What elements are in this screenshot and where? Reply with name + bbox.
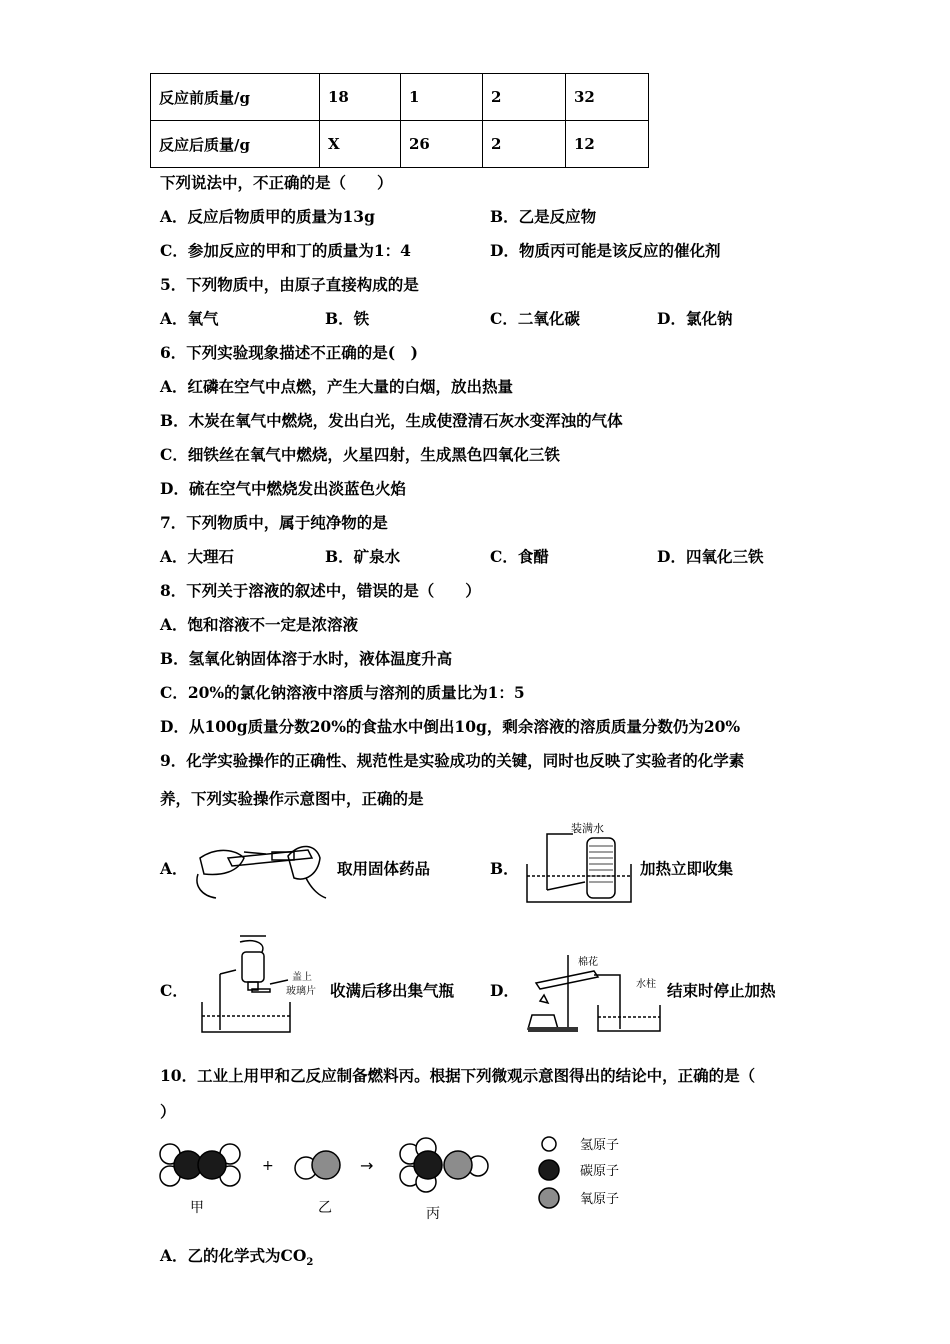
- table-cell: 反应前质量/g: [151, 74, 320, 121]
- q6-option-c: C．细铁丝在氧气中燃烧，火星四射，生成黑色四氧化三铁: [160, 445, 560, 464]
- q9-option-c-caption: 收满后移出集气瓶: [330, 981, 455, 1000]
- figure-label: 棉花: [578, 957, 598, 968]
- q9-option-a-caption: 取用固体药品: [337, 859, 431, 878]
- figure-label: 装满水: [571, 822, 604, 835]
- q9-option-b-letter: B．: [490, 859, 519, 878]
- q9-option-d-letter: D．: [490, 981, 519, 1000]
- table-cell: 12: [566, 121, 649, 168]
- q8-stem: 8．下列关于溶液的叙述中，错误的是（ ）: [160, 581, 481, 600]
- q6-stem: 6．下列实验现象描述不正确的是( ): [160, 343, 418, 362]
- q9-option-b-caption: 加热立即收集: [640, 859, 734, 878]
- q8-option-d: D．从100g质量分数20%的食盐水中倒出10g，剩余溶液的溶质质量分数仍为20%: [160, 717, 741, 736]
- q6-option-d: D．硫在空气中燃烧发出淡蓝色火焰: [160, 479, 406, 498]
- atom-legend: [539, 1137, 619, 1208]
- table-cell: 1: [401, 74, 483, 121]
- q5-option-c: C．二氧化碳: [490, 309, 580, 328]
- q7-option-c: C．食醋: [490, 547, 549, 566]
- figure-label: 玻璃片: [286, 986, 316, 997]
- q4-option-c: C．参加反应的甲和丁的质量为1：4: [160, 241, 411, 260]
- q10-stem-line1: 10．工业上用甲和乙反应制备燃料丙。根据下列微观示意图得出的结论中，正确的是（: [160, 1066, 756, 1085]
- oxygen-legend-icon: [539, 1188, 559, 1208]
- mass-table: [150, 73, 649, 168]
- table-row: [151, 121, 649, 168]
- tweezers-solid-figure: [188, 828, 330, 902]
- molecule-yi: [295, 1151, 340, 1179]
- q6-option-a: A．红磷在空气中点燃，产生大量的白烟，放出热量: [160, 377, 514, 396]
- q10-option-a-text: A．乙的化学式为CO: [160, 1246, 307, 1265]
- base-block: [528, 1027, 578, 1032]
- molecule-bing: [400, 1138, 488, 1192]
- q10-option-a-subscript: 2: [306, 1257, 314, 1269]
- table-cell: 反应后质量/g: [151, 121, 320, 168]
- oxygen-atom: [444, 1151, 472, 1179]
- plus-sign: +: [262, 1158, 274, 1174]
- table-row: [151, 74, 649, 121]
- oxygen-atom: [312, 1151, 340, 1179]
- molecule-label-jia: 甲: [190, 1200, 204, 1216]
- q4-option-a: A．反应后物质甲的质量为13g: [160, 207, 375, 226]
- table-cell: 26: [401, 121, 483, 168]
- arrow-sign: →: [360, 1156, 374, 1175]
- q7-option-d: D．四氧化三铁: [657, 547, 764, 566]
- q4-stem: 下列说法中，不正确的是（ ）: [160, 173, 393, 192]
- remove-bottle-figure: [196, 932, 336, 1037]
- q7-option-a: A．大理石: [160, 547, 235, 566]
- molecule-label-yi: 乙: [318, 1200, 332, 1216]
- q4-option-b: B．乙是反应物: [490, 207, 597, 226]
- table-cell: 32: [566, 74, 649, 121]
- q9-option-a-letter: A．: [160, 859, 188, 878]
- figure-label: 水柱: [636, 979, 656, 990]
- q7-stem: 7．下列物质中，属于纯净物的是: [160, 513, 388, 532]
- q5-stem: 5．下列物质中，由原子直接构成的是: [160, 275, 419, 294]
- q9-option-d-caption: 结束时停止加热: [667, 981, 776, 1000]
- q5-option-d: D．氯化钠: [657, 309, 733, 328]
- molecule-jia: [160, 1144, 240, 1186]
- hydrogen-legend-icon: [542, 1137, 556, 1151]
- gas-collection-figure: [525, 820, 635, 905]
- q10-stem-line2: ）: [160, 1102, 176, 1121]
- q9-option-c-letter: C．: [160, 981, 188, 1000]
- table-cell: 18: [320, 74, 401, 121]
- carbon-atom: [198, 1151, 226, 1179]
- q8-option-b: B．氢氧化钠固体溶于水时，液体温度升高: [160, 649, 453, 668]
- q4-option-d: D．物质丙可能是该反应的催化剂: [490, 241, 721, 260]
- q9-stem-line1: 9．化学实验操作的正确性、规范性是实验成功的关键，同时也反映了实验者的化学素: [160, 751, 745, 770]
- carbon-legend-icon: [539, 1160, 559, 1180]
- heating-apparatus-figure: [518, 945, 663, 1035]
- figure-label: 盖上: [292, 972, 312, 983]
- q7-option-b: B．矿泉水: [325, 547, 401, 566]
- legend-hydrogen: 氢原子: [580, 1138, 620, 1153]
- table-cell: X: [320, 121, 401, 168]
- molecule-label-bing: 丙: [426, 1206, 440, 1222]
- table-cell: 2: [483, 121, 566, 168]
- q6-option-b: B．木炭在氧气中燃烧，发出白光，生成使澄清石灰水变浑浊的气体: [160, 411, 623, 430]
- table-cell: 2: [483, 74, 566, 121]
- q9-stem-line2: 养，下列实验操作示意图中，正确的是: [160, 789, 424, 808]
- q5-option-b: B．铁: [325, 309, 370, 328]
- q8-option-a: A．饱和溶液不一定是浓溶液: [160, 615, 359, 634]
- carbon-atom: [414, 1151, 442, 1179]
- legend-oxygen: 氧原子: [580, 1192, 620, 1207]
- legend-carbon: 碳原子: [580, 1164, 620, 1179]
- q8-option-c: C．20%的氯化钠溶液中溶质与溶剂的质量比为1：5: [160, 683, 525, 702]
- q5-option-a: A．氧气: [160, 309, 219, 328]
- molecule-diagram: [160, 1130, 660, 1225]
- q10-option-a: [160, 1246, 313, 1273]
